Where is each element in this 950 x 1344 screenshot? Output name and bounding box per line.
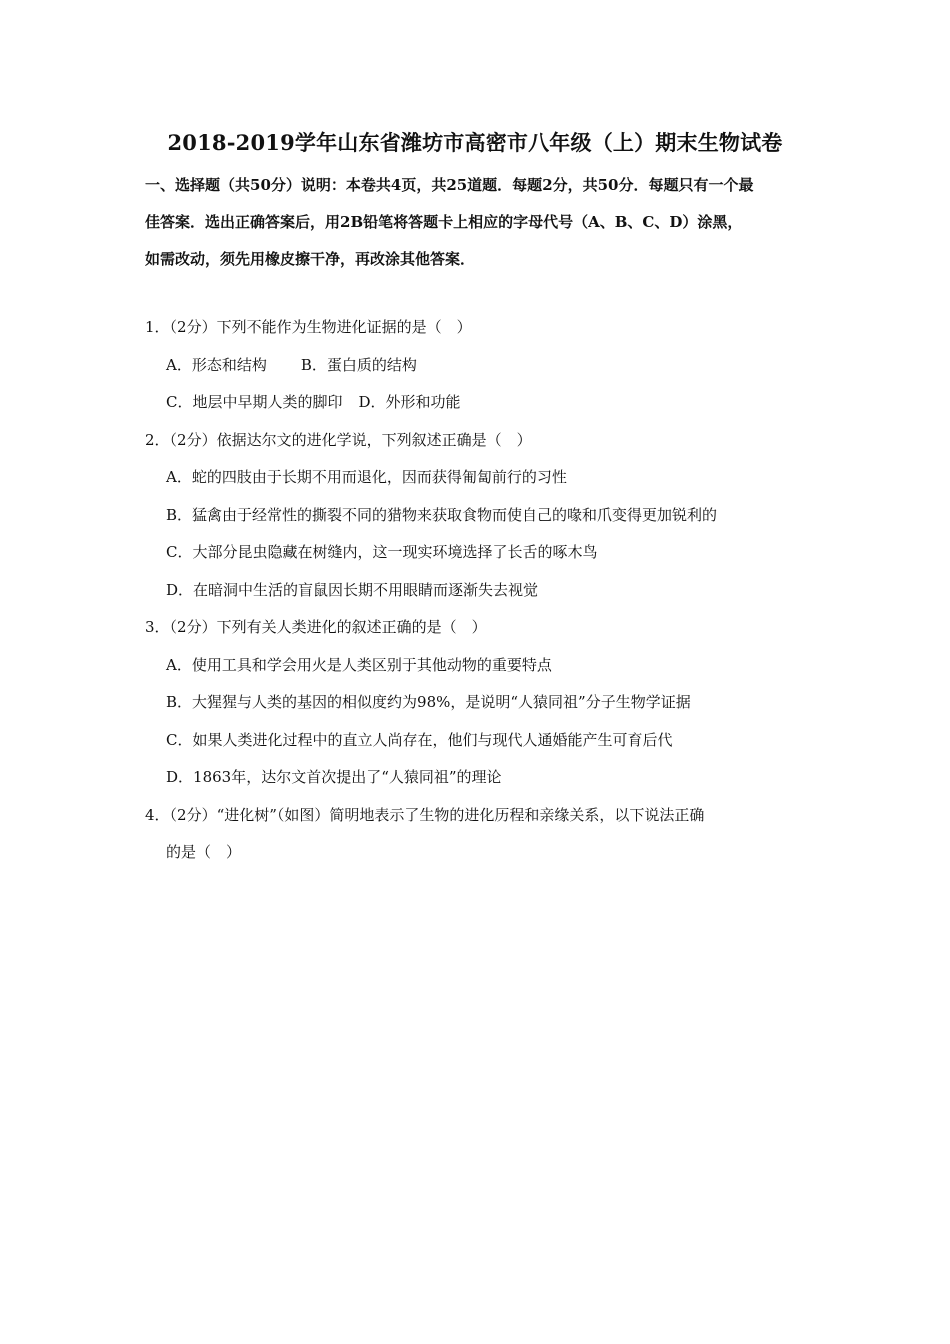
page-title: 2018-2019学年山东省潍坊市高密市八年级（上）期末生物试卷 [167, 130, 783, 155]
question-list [145, 312, 813, 875]
question-4-stem: 4．（2分）“进化树”（如图）简明地表示了生物的进化历程和亲缘关系，以下说法正确 [145, 805, 705, 824]
question-2-option-a: A．蛇的四肢由于长期不用而退化，因而获得匍匐前行的习性 [166, 468, 567, 486]
question-3-option-c: C．如果人类进化过程中的直立人尚存在，他们与现代人通婚能产生可育后代 [166, 730, 673, 749]
question-1-option-c: C．地层中早期人类的脚印 [166, 393, 343, 411]
question-4-stem-continued: 的是（ ） [166, 843, 242, 861]
section-instructions [145, 170, 813, 281]
question-2-option-b: B．猛禽由于经常性的撕裂不同的猎物来获取食物而使自己的喙和爪变得更加锐利的 [166, 505, 718, 524]
question-1-option-d: D．外形和功能 [358, 393, 461, 411]
question-2-stem: 2．（2分）依据达尔文的进化学说，下列叙述正确是（ ） [145, 430, 532, 449]
question-1-options-row-2 [145, 387, 813, 425]
question-3-option-b: B．大猩猩与人类的基因的相似度约为98%，是说明“人猿同祖”分子生物学证据 [166, 693, 691, 711]
question-1-options-row-1 [145, 350, 813, 388]
question-1-option-b: B．蛋白质的结构 [300, 355, 417, 374]
question-1-stem: 1．（2分）下列不能作为生物进化证据的是（ ） [145, 318, 472, 336]
question-2-option-c: C．大部分昆虫隐藏在树缝内，这一现实环境选择了长舌的啄木鸟 [166, 543, 598, 561]
instruction-line: 佳答案．选出正确答案后，用2B铅笔将答题卡上相应的字母代号（A、B、C、D）涂黑， [145, 213, 743, 231]
instruction-line: 如需改动，须先用橡皮擦干净，再改涂其他答案． [145, 250, 476, 268]
question-2-option-d: D．在暗洞中生活的盲鼠因长期不用眼睛而逐渐失去视觉 [166, 580, 539, 599]
question-3-option-d: D．1863年，达尔文首次提出了“人猿同祖”的理论 [166, 768, 502, 786]
question-3-stem: 3．（2分）下列有关人类进化的叙述正确的是（ ） [145, 618, 487, 636]
question-1-option-a: A．形态和结构 [166, 355, 267, 374]
question-3-option-a: A．使用工具和学会用火是人类区别于其他动物的重要特点 [166, 655, 552, 674]
instruction-line: 一、选择题（共50分）说明：本卷共4页，共25道题．每题2分，共50分．每题只有一个最 [145, 176, 754, 194]
